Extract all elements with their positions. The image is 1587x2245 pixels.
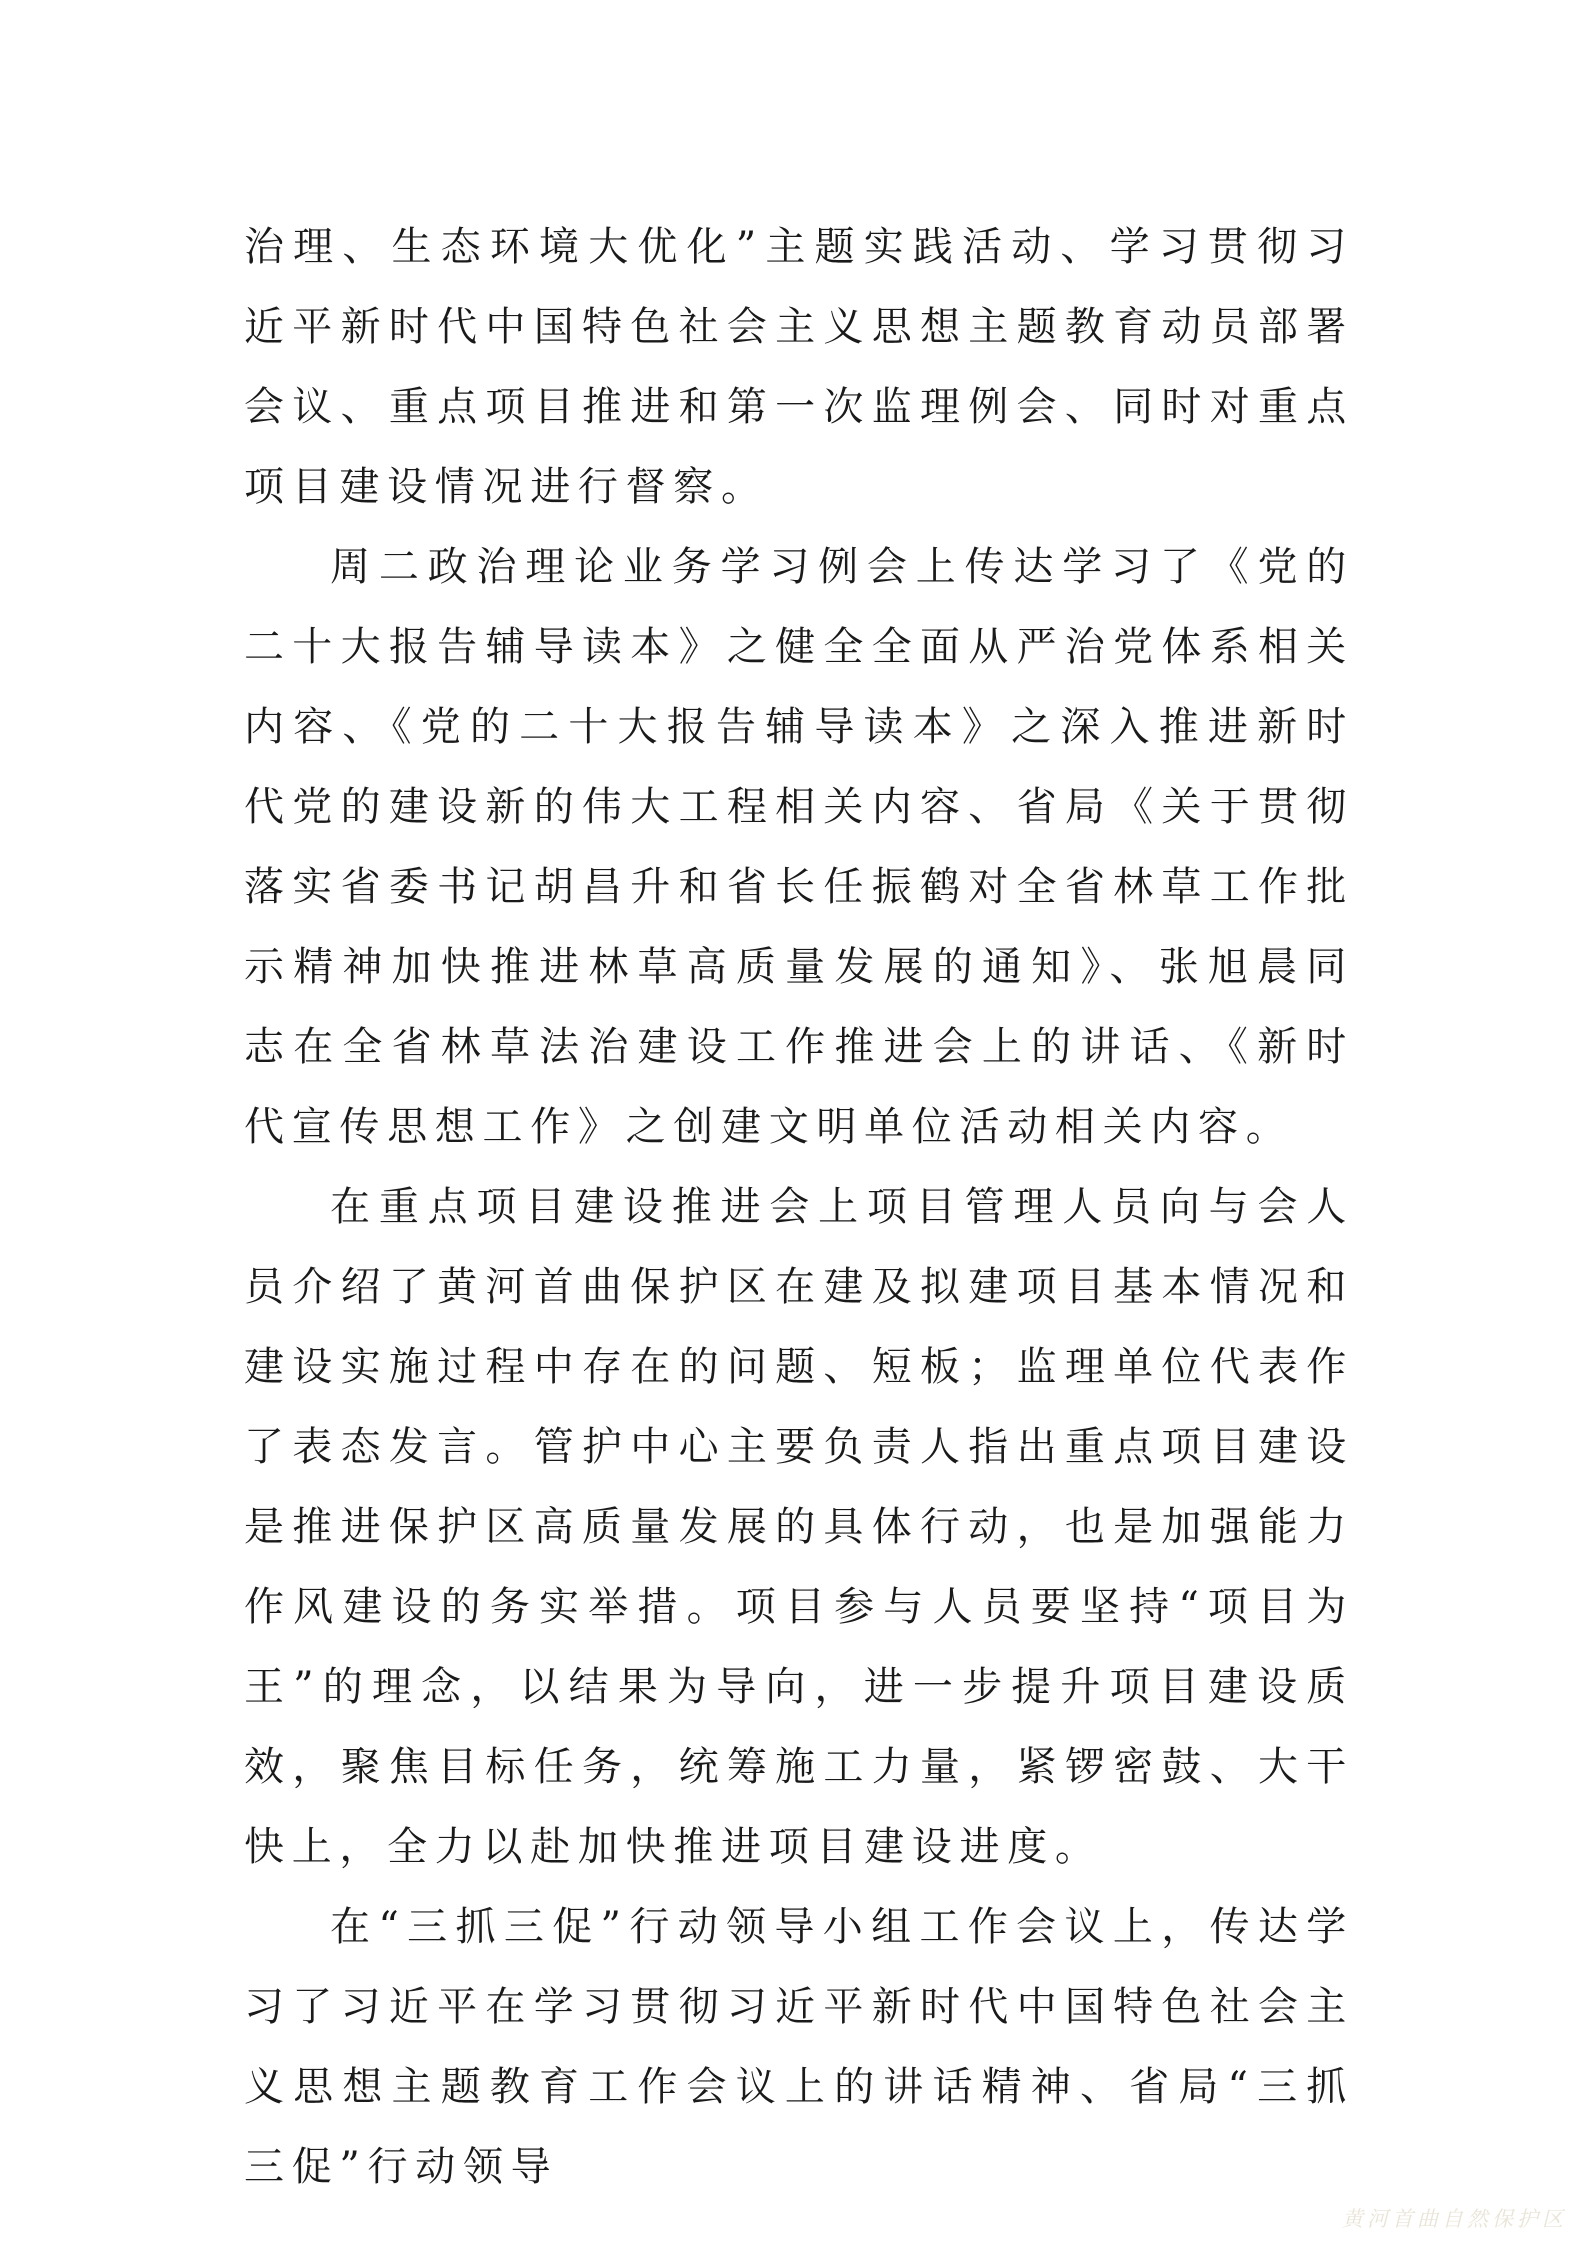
watermark-text: 黄河首曲自然保护区 [1342, 2207, 1567, 2231]
paragraph-4: 在“三抓三促”行动领导小组工作会议上，传达学习了习近平在学习贯彻习近平新时代中国特色社会主义思想主题教育工作会议上的讲话精神、省局“三抓三促”行动领导 [244, 1904, 1354, 2190]
paragraph-1: 治理、生态环境大优化”主题实践活动、学习贯彻习近平新时代中国特色社会主义思想主题教育动员部署会议、重点项目推进和第一次监理例会、同时对重点项目建设情况进行督察。 [244, 224, 1354, 510]
document-body [244, 207, 1354, 2207]
paragraph-2: 周二政治理论业务学习例会上传达学习了《党的二十大报告辅导读本》之健全全面从严治党体系相关内容、《党的二十大报告辅导读本》之深入推进新时代党的建设新的伟大工程相关内容、省局《关于贯彻落实省委书记胡昌升和省长任振鹤对全省林草工作批示精神加快推进林草高质量发展的通知》、张旭晨同志在全省林草法治建设工作推进会上的讲话、《新时代宣传思想工作》之创建文明单位活动相关内容。 [244, 544, 1354, 1150]
paragraph-3: 在重点项目建设推进会上项目管理人员向与会人员介绍了黄河首曲保护区在建及拟建项目基本情况和建设实施过程中存在的问题、短板；监理单位代表作了表态发言。管护中心主要负责人指出重点项目建设是推进保护区高质量发展的具体行动，也是加强能力作风建设的务实举措。项目参与人员要坚持“项目为王”的理念，以结果为导向，进一步提升项目建设质效，聚焦目标任务，统筹施工力量，紧锣密鼓、大干快上，全力以赴加快推进项目建设进度。 [244, 1184, 1354, 1870]
